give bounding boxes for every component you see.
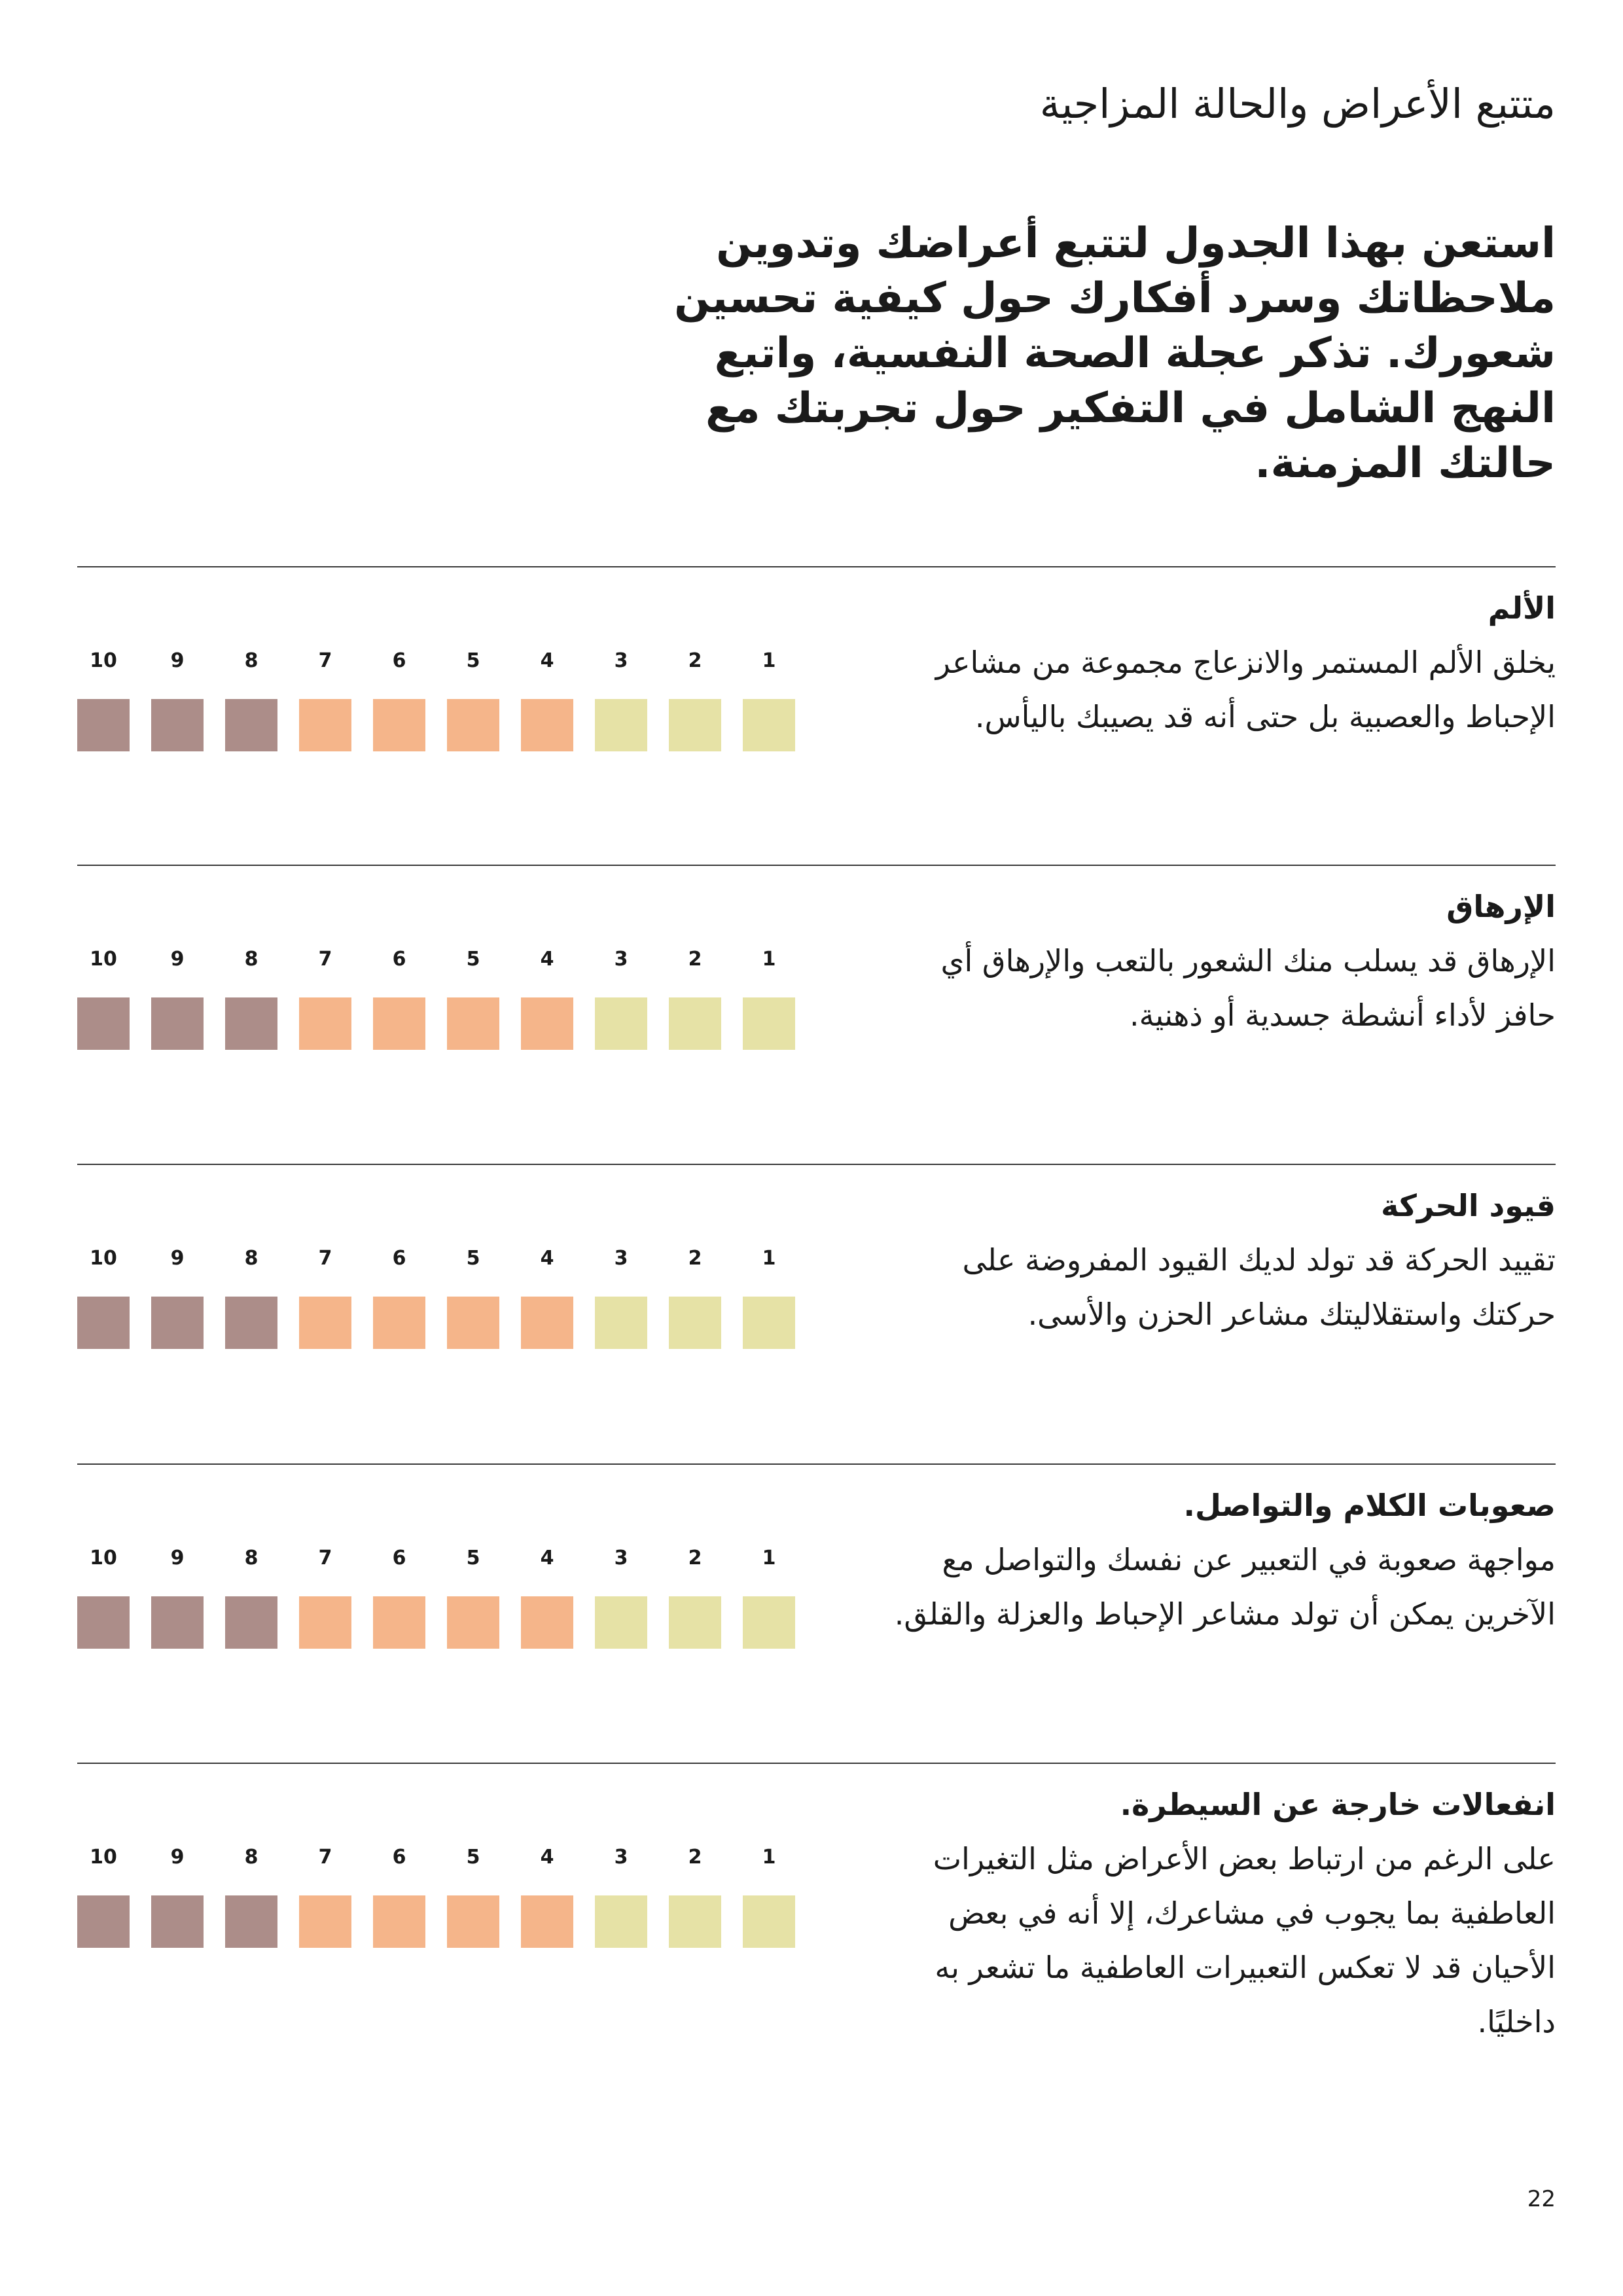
rating-box[interactable]: [669, 1895, 721, 1948]
rating-option[interactable]: [447, 1545, 499, 1649]
rating-option[interactable]: [151, 648, 204, 751]
rating-number: 5: [466, 1846, 480, 1869]
rating-box[interactable]: [151, 1596, 204, 1649]
symptom-section: [77, 865, 1556, 1139]
rating-option[interactable]: [743, 946, 795, 1050]
rating-option[interactable]: [595, 1844, 647, 1948]
rating-box[interactable]: [521, 1895, 573, 1948]
rating-number: 1: [762, 1846, 776, 1869]
rating-box[interactable]: [225, 1895, 277, 1948]
rating-option[interactable]: [373, 946, 425, 1050]
rating-box[interactable]: [77, 1596, 130, 1649]
rating-box[interactable]: [447, 1895, 499, 1948]
rating-box[interactable]: [743, 1895, 795, 1948]
rating-number: 4: [540, 649, 554, 672]
symptom-section: [77, 1463, 1556, 1738]
rating-box[interactable]: [225, 997, 277, 1050]
rating-option[interactable]: [299, 648, 351, 751]
rating-number: 4: [540, 948, 554, 971]
rating-scale: [77, 648, 804, 759]
rating-box[interactable]: [743, 699, 795, 751]
section-description: مواجهة صعوبة في التعبير عن نفسك والتواصل مع الآخرين يمكن أن تولد مشاعر الإحباط والعزلة والقلق.: [894, 1542, 1556, 1632]
rating-number: 5: [466, 1247, 480, 1270]
rating-option[interactable]: [595, 946, 647, 1050]
rating-number: 5: [466, 1547, 480, 1570]
rating-option[interactable]: [151, 1246, 204, 1349]
rating-option[interactable]: [77, 946, 130, 1050]
rating-option[interactable]: [77, 1545, 130, 1649]
rating-scale: [77, 1246, 804, 1357]
rating-number: 10: [90, 1846, 117, 1869]
section-divider: [77, 865, 1556, 866]
section-divider: [77, 1164, 1556, 1165]
rating-number: 6: [392, 948, 406, 971]
rating-option[interactable]: [225, 1246, 277, 1349]
rating-box[interactable]: [743, 997, 795, 1050]
rating-option[interactable]: [595, 1545, 647, 1649]
rating-box[interactable]: [669, 997, 721, 1050]
rating-option[interactable]: [447, 1844, 499, 1948]
rating-option[interactable]: [595, 648, 647, 751]
rating-option[interactable]: [77, 1844, 130, 1948]
symptom-section: [77, 1164, 1556, 1439]
rating-option[interactable]: [151, 946, 204, 1050]
rating-option[interactable]: [447, 1246, 499, 1349]
rating-box[interactable]: [299, 1297, 351, 1349]
rating-box[interactable]: [743, 1297, 795, 1349]
rating-box[interactable]: [299, 1596, 351, 1649]
rating-box[interactable]: [225, 1297, 277, 1349]
section-divider: [77, 1463, 1556, 1465]
rating-number: 4: [540, 1247, 554, 1270]
rating-number: 7: [318, 649, 332, 672]
rating-number: 8: [244, 649, 259, 672]
symptom-section: [77, 566, 1556, 841]
section-description: على الرغم من ارتباط بعض الأعراض مثل التغيرات العاطفية بما يجوب في مشاعرك، إلا أنه في بعض الأحيان قد لا تعكس التعبيرات العاطفية ما تشعر به داخليًا.: [933, 1841, 1556, 2039]
rating-number: 7: [318, 948, 332, 971]
rating-number: 7: [318, 1247, 332, 1270]
rating-number: 1: [762, 649, 776, 672]
rating-box[interactable]: [521, 1596, 573, 1649]
rating-number: 6: [392, 649, 406, 672]
rating-number: 1: [762, 1247, 776, 1270]
rating-number: 2: [688, 948, 702, 971]
rating-number: 1: [762, 948, 776, 971]
rating-box[interactable]: [595, 1895, 647, 1948]
rating-option[interactable]: [151, 1844, 204, 1948]
section-title: انفعالات خارجة عن السيطرة.: [1120, 1787, 1556, 1822]
rating-number: 3: [614, 1247, 628, 1270]
page-title: متتبع الأعراض والحالة المزاجية: [1039, 80, 1556, 128]
rating-box[interactable]: [225, 699, 277, 751]
rating-box[interactable]: [373, 997, 425, 1050]
symptom-section: [77, 1763, 1556, 2037]
rating-option[interactable]: [743, 1246, 795, 1349]
section-description: تقييد الحركة قد تولد لديك القيود المفروضة على حركتك واستقلاليتك مشاعر الحزن والأسى.: [962, 1242, 1556, 1332]
rating-box[interactable]: [669, 1596, 721, 1649]
rating-box[interactable]: [373, 1596, 425, 1649]
rating-option[interactable]: [521, 946, 573, 1050]
rating-box[interactable]: [77, 699, 130, 751]
rating-option[interactable]: [521, 648, 573, 751]
rating-number: 2: [688, 1846, 702, 1869]
rating-option[interactable]: [373, 1545, 425, 1649]
rating-box[interactable]: [77, 997, 130, 1050]
section-title: صعوبات الكلام والتواصل.: [1183, 1488, 1556, 1523]
rating-option[interactable]: [373, 648, 425, 751]
rating-option[interactable]: [521, 1545, 573, 1649]
rating-number: 6: [392, 1846, 406, 1869]
rating-number: 3: [614, 1547, 628, 1570]
section-description: الإرهاق قد يسلب منك الشعور بالتعب والإرهاق أي حافز لأداء أنشطة جسدية أو ذهنية.: [940, 943, 1556, 1033]
section-title: الألم: [1488, 590, 1556, 626]
rating-scale: [77, 946, 804, 1058]
rating-option[interactable]: [373, 1844, 425, 1948]
rating-box[interactable]: [373, 1297, 425, 1349]
rating-option[interactable]: [669, 648, 721, 751]
rating-option[interactable]: [77, 648, 130, 751]
rating-number: 4: [540, 1547, 554, 1570]
rating-number: 3: [614, 1846, 628, 1869]
rating-option[interactable]: [299, 946, 351, 1050]
rating-number: 3: [614, 948, 628, 971]
rating-number: 9: [170, 1547, 185, 1570]
rating-option[interactable]: [299, 1246, 351, 1349]
rating-box[interactable]: [151, 997, 204, 1050]
rating-option[interactable]: [447, 946, 499, 1050]
rating-option[interactable]: [669, 1844, 721, 1948]
rating-box[interactable]: [521, 1297, 573, 1349]
rating-number: 6: [392, 1547, 406, 1570]
section-divider: [77, 566, 1556, 567]
rating-option[interactable]: [77, 1246, 130, 1349]
section-title: قيود الحركة: [1381, 1188, 1556, 1223]
rating-option[interactable]: [669, 1545, 721, 1649]
rating-box[interactable]: [595, 1297, 647, 1349]
rating-option[interactable]: [669, 1246, 721, 1349]
rating-option[interactable]: [447, 648, 499, 751]
rating-box[interactable]: [373, 1895, 425, 1948]
rating-box[interactable]: [595, 699, 647, 751]
rating-box[interactable]: [743, 1596, 795, 1649]
rating-scale: [77, 1545, 804, 1657]
rating-box[interactable]: [521, 997, 573, 1050]
rating-box[interactable]: [447, 699, 499, 751]
rating-option[interactable]: [299, 1545, 351, 1649]
rating-box[interactable]: [521, 699, 573, 751]
rating-option[interactable]: [225, 946, 277, 1050]
rating-number: 8: [244, 1547, 259, 1570]
rating-box[interactable]: [669, 699, 721, 751]
rating-option[interactable]: [743, 648, 795, 751]
rating-number: 2: [688, 1247, 702, 1270]
rating-option[interactable]: [521, 1246, 573, 1349]
rating-number: 10: [90, 1247, 117, 1270]
rating-number: 1: [762, 1547, 776, 1570]
rating-box[interactable]: [447, 1297, 499, 1349]
rating-number: 9: [170, 1846, 185, 1869]
rating-option[interactable]: [151, 1545, 204, 1649]
rating-box[interactable]: [373, 699, 425, 751]
rating-number: 10: [90, 1547, 117, 1570]
rating-box[interactable]: [595, 997, 647, 1050]
rating-box[interactable]: [77, 1895, 130, 1948]
rating-number: 5: [466, 948, 480, 971]
rating-number: 10: [90, 649, 117, 672]
rating-option[interactable]: [743, 1844, 795, 1948]
rating-box[interactable]: [299, 1895, 351, 1948]
rating-option[interactable]: [521, 1844, 573, 1948]
rating-box[interactable]: [151, 1895, 204, 1948]
rating-number: 7: [318, 1547, 332, 1570]
rating-number: 3: [614, 649, 628, 672]
rating-box[interactable]: [225, 1596, 277, 1649]
rating-option[interactable]: [743, 1545, 795, 1649]
rating-scale: [77, 1844, 804, 1956]
rating-number: 7: [318, 1846, 332, 1869]
rating-box[interactable]: [299, 997, 351, 1050]
rating-box[interactable]: [151, 699, 204, 751]
rating-number: 6: [392, 1247, 406, 1270]
rating-number: 9: [170, 649, 185, 672]
rating-number: 4: [540, 1846, 554, 1869]
rating-number: 8: [244, 948, 259, 971]
rating-number: 2: [688, 649, 702, 672]
rating-number: 2: [688, 1547, 702, 1570]
rating-option[interactable]: [373, 1246, 425, 1349]
rating-box[interactable]: [669, 1297, 721, 1349]
section-description: يخلق الألم المستمر والانزعاج مجموعة من مشاعر الإحباط والعصبية بل حتى أنه قد يصيبك باليأس.: [935, 645, 1556, 734]
rating-number: 10: [90, 948, 117, 971]
rating-box[interactable]: [151, 1297, 204, 1349]
rating-box[interactable]: [77, 1297, 130, 1349]
rating-option[interactable]: [595, 1246, 647, 1349]
rating-option[interactable]: [299, 1844, 351, 1948]
rating-number: 5: [466, 649, 480, 672]
rating-number: 9: [170, 948, 185, 971]
rating-number: 8: [244, 1846, 259, 1869]
rating-number: 9: [170, 1247, 185, 1270]
rating-box[interactable]: [447, 1596, 499, 1649]
page-number: 22: [1527, 2186, 1556, 2212]
section-divider: [77, 1763, 1556, 1764]
rating-box[interactable]: [447, 997, 499, 1050]
rating-option[interactable]: [225, 1545, 277, 1649]
rating-option[interactable]: [669, 946, 721, 1050]
rating-box[interactable]: [595, 1596, 647, 1649]
intro-text: استعن بهذا الجدول لتتبع أعراضك وتدوين ملاحظاتك وسرد أفكارك حول كيفية تحسين شعورك. تذكر عجلة الصحة النفسية، واتبع النهج الشامل في التفكير حول تجربتك مع حالتك المزمنة.: [674, 219, 1556, 488]
rating-box[interactable]: [299, 699, 351, 751]
section-title: الإرهاق: [1446, 889, 1556, 924]
rating-number: 8: [244, 1247, 259, 1270]
rating-option[interactable]: [225, 648, 277, 751]
rating-option[interactable]: [225, 1844, 277, 1948]
